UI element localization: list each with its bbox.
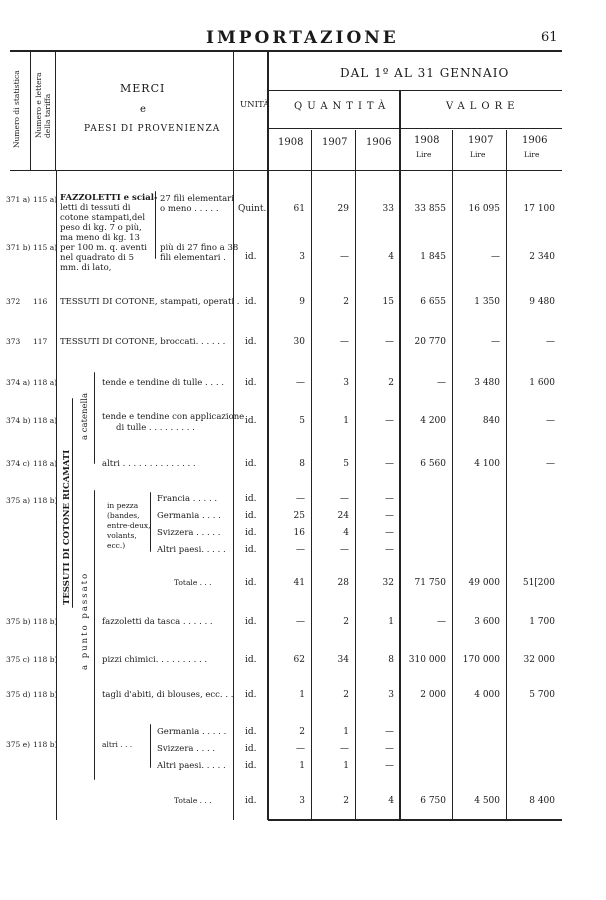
row-7-stat: 375 a) (6, 496, 31, 505)
row-11-country-2-q1906: — (385, 761, 394, 771)
row-11-country-1-q1906: — (385, 744, 394, 754)
row-6-q1908: 8 (299, 459, 305, 469)
row-11-country-0-unit: id. (245, 727, 257, 737)
row-7-country-1: Germania . . . . (157, 511, 221, 521)
row-7-total-label: Totale . . . (174, 578, 212, 587)
row-7-country-3-q1906: — (385, 545, 394, 555)
row-9-tariff: 118 b) (33, 655, 58, 664)
header-bottom-rule (10, 170, 562, 171)
row-5-q1907: 1 (343, 416, 349, 426)
row-8-q1906: 1 (388, 617, 394, 627)
row-7-country-2-unit: id. (245, 528, 257, 538)
row-7-country-1-q1908: 25 (293, 511, 305, 521)
row-9-desc-0: pizzi chimici. . . . . . . . . . (102, 655, 208, 665)
row-6-stat: 374 c) (6, 459, 30, 468)
row-10-q1908: 1 (299, 690, 305, 700)
row-1-q1906: 4 (388, 252, 394, 262)
row-7-total-v1907: 49 000 (468, 578, 500, 588)
col-sep-2 (55, 52, 56, 170)
currency-1907: Lire (470, 150, 486, 159)
row-7-total-q1907: 28 (337, 578, 349, 588)
row-11-total-v1906: 8 400 (529, 796, 555, 806)
row-10-unit: id. (245, 690, 257, 700)
row-8-tariff: 118 b) (33, 617, 58, 626)
row-2-tariff: 116 (33, 297, 48, 306)
row-4-tariff: 118 a) (33, 378, 58, 387)
row-7-tariff: 118 b) (33, 496, 58, 505)
row-11-country-0-q1907: 1 (343, 727, 349, 737)
row-7-country-2-q1908: 16 (293, 528, 305, 538)
row-11-country-1-q1907: — (340, 744, 349, 754)
row-1-unit: id. (245, 252, 257, 262)
row-1-v1908: 1 845 (420, 252, 446, 262)
row-11-country-2-q1907: 1 (343, 761, 349, 771)
row-6-v1907: 4 100 (474, 459, 500, 469)
row-7-country-3-q1908: — (296, 545, 305, 555)
row-1-v1906: 2 340 (529, 252, 555, 262)
quantity-header: QUANTITÀ (294, 101, 391, 112)
row-6-q1906: — (385, 459, 394, 469)
row-6-v1906: — (546, 459, 555, 469)
row-7-country-2-q1906: — (385, 528, 394, 538)
row-11-total-q1906: 4 (388, 796, 394, 806)
row-11-country-1: Svizzera . . . . (157, 744, 216, 754)
row-7-group-3: volants, (107, 531, 137, 540)
row-0-desc-0: FAZZOLETTI e scial- (60, 193, 158, 203)
row-9-q1906: 8 (388, 655, 394, 665)
row-11-total-q1907: 2 (343, 796, 349, 806)
merci-header-e: e (140, 104, 147, 115)
row-7-country-0-q1906: — (385, 494, 394, 504)
row-1-sub-0: più di 27 fino a 38 (160, 243, 239, 253)
row-5-q1908: 5 (299, 416, 305, 426)
row-10-v1907: 4 000 (474, 690, 500, 700)
table-top-rule (10, 50, 562, 52)
year-v-1907: 1907 (468, 135, 494, 146)
row-11-country-0-q1906: — (385, 727, 394, 737)
year-q-1908: 1908 (278, 137, 304, 148)
row-1-tariff: 115 a) (33, 243, 58, 252)
row-0-sub-0: 27 fili elementari (160, 194, 234, 204)
row-9-stat: 375 c) (6, 655, 30, 664)
row-11-country-0-q1908: 2 (299, 727, 305, 737)
total-bottom-rule (268, 819, 562, 821)
brace-punto (94, 490, 95, 780)
row-0-unit: Quint. (238, 204, 267, 214)
row-7-group-1: (bandes, (107, 511, 140, 520)
col-sep-qv (399, 90, 401, 820)
row-11-total-v1908: 6 750 (420, 796, 446, 806)
year-v-1906: 1906 (522, 135, 548, 146)
row-4-stat: 374 a) (6, 378, 31, 387)
row-10-v1906: 5 700 (529, 690, 555, 700)
currency-1908: Lire (416, 150, 432, 159)
tariff-number-header (34, 58, 52, 138)
currency-1906: Lire (524, 150, 540, 159)
row-7-country-0-q1908: — (296, 494, 305, 504)
row-0-q1906: 33 (382, 204, 394, 214)
row-4-unit: id. (245, 378, 257, 388)
group-label-catenella: a catenella (80, 392, 90, 440)
row-2-v1907: 1 350 (474, 297, 500, 307)
row-7-country-1-q1907: 24 (337, 511, 349, 521)
row-5-tariff: 118 a) (33, 416, 58, 425)
row-0-desc-4: ma meno di kg. 13 (60, 233, 140, 243)
year-q-1906: 1906 (366, 137, 392, 148)
row-0-stat: 371 a) (6, 195, 31, 204)
row-3-tariff: 117 (33, 337, 48, 346)
row-5-v1907: 840 (482, 416, 500, 426)
row-11-country-2-unit: id. (245, 761, 257, 771)
row-5-v1908: 4 200 (420, 416, 446, 426)
row-2-v1906: 9 480 (529, 297, 555, 307)
row-11-total-unit: id. (245, 796, 257, 806)
year-v-1908: 1908 (414, 135, 440, 146)
row-8-q1907: 2 (343, 617, 349, 627)
merci-header-paesi: PAESI DI PROVENIENZA (84, 124, 221, 134)
row-7-total-v1908: 71 750 (414, 578, 446, 588)
row-10-desc-0: tagli d'abiti, di blouses, ecc. . . (102, 690, 234, 700)
row-10-tariff: 118 b) (33, 690, 58, 699)
row-7-country-3-unit: id. (245, 545, 257, 555)
row-7-total-v1906: 51[200 (522, 578, 555, 588)
row-8-v1907: 3 600 (474, 617, 500, 627)
row-0-v1908: 33 855 (414, 204, 446, 214)
row-4-v1906: 1 600 (529, 378, 555, 388)
row-9-q1908: 62 (293, 655, 305, 665)
row-3-q1908: 30 (293, 337, 305, 347)
row-5-desc-1: di tulle . . . . . . . . . (116, 423, 195, 433)
row-7-group-0: in pezza (107, 501, 139, 510)
row-6-desc-0: altri . . . . . . . . . . . . . . (102, 459, 196, 469)
tariff-number-header-text: Numero e lettera della tariffa (34, 72, 52, 138)
row-9-v1906: 32 000 (523, 655, 555, 665)
row-0-desc-2: cotone stampati,del (60, 213, 146, 223)
row-10-q1906: 3 (388, 690, 394, 700)
col-sep-3 (56, 170, 57, 820)
row-7-country-3-q1907: — (340, 545, 349, 555)
row-7-country-2: Svizzera . . . . . (157, 528, 221, 538)
row-11-total-v1907: 4 500 (474, 796, 500, 806)
row-5-v1906: — (546, 416, 555, 426)
row-11-country-1-unit: id. (245, 744, 257, 754)
row-6-tariff: 118 a) (33, 459, 58, 468)
period-rule (268, 90, 562, 91)
row-0-v1906: 17 100 (523, 204, 555, 214)
row-7-group-2: entre-deux, (107, 521, 151, 530)
row-3-v1906: — (546, 337, 555, 347)
period-header: DAL 1º AL 31 GENNAIO (340, 66, 510, 80)
page-title: IMPORTAZIONE (206, 28, 399, 48)
row-4-v1907: 3 480 (474, 378, 500, 388)
year-q-1907: 1907 (322, 137, 348, 148)
row-2-unit: id. (245, 297, 257, 307)
row-11-stat: 375 e) (6, 740, 31, 749)
row-7-total-q1908: 41 (293, 578, 305, 588)
row-3-q1907: — (340, 337, 349, 347)
merci-header: MERCI (120, 82, 166, 95)
col-sep-q2 (355, 130, 356, 820)
row-0-v1907: 16 095 (468, 204, 500, 214)
row-0-desc-1: letti di tessuti di (60, 203, 131, 213)
row-1-q1907: — (340, 252, 349, 262)
row-11-country-1-q1908: — (296, 744, 305, 754)
col-sep-merci (233, 52, 234, 820)
row-3-v1908: 20 770 (414, 337, 446, 347)
col-sep-unit (267, 52, 269, 820)
group-label-punto-passato: a punto passato (80, 571, 90, 670)
row-7-group-4: ecc.) (107, 541, 126, 550)
row-4-v1908: — (437, 378, 446, 388)
row-7-country-1-unit: id. (245, 511, 257, 521)
row-2-desc-0: TESSUTI DI COTONE, stampati, operati . (60, 297, 240, 307)
row-9-unit: id. (245, 655, 257, 665)
page-number: 61 (541, 30, 558, 45)
row-4-q1908: — (296, 378, 305, 388)
row-2-q1906: 15 (382, 297, 394, 307)
row-9-q1907: 34 (337, 655, 349, 665)
row-9-v1908: 310 000 (408, 655, 446, 665)
brace-ricamati (72, 398, 73, 608)
row-0-q1907: 29 (337, 204, 349, 214)
row-10-stat: 375 d) (6, 690, 31, 699)
group-label-ricamati: TESSUTI DI COTONE RICAMATI (62, 449, 72, 605)
col-sep-v2 (506, 130, 507, 820)
row-11-country-2: Altri paesi. . . . . (157, 761, 226, 771)
row-1-v1907: — (491, 252, 500, 262)
row-7-total-unit: id. (245, 578, 257, 588)
value-header: VALORE (446, 101, 520, 112)
col-sep-v1 (452, 130, 453, 820)
row-0-sub-1: o meno . . . . . (160, 204, 219, 214)
row-11-group-0: altri . . . (102, 740, 133, 749)
row-11-total-q1908: 3 (299, 796, 305, 806)
row-6-q1907: 5 (343, 459, 349, 469)
row-3-v1907: — (491, 337, 500, 347)
col-sep-1 (30, 52, 31, 170)
row-4-desc-0: tende e tendine di tulle . . . . (102, 378, 224, 388)
row-6-v1908: 6 560 (420, 459, 446, 469)
row-8-stat: 375 b) (6, 617, 31, 626)
row-5-q1906: — (385, 416, 394, 426)
row-2-q1907: 2 (343, 297, 349, 307)
row-3-stat: 373 (6, 337, 21, 346)
row-7-country-1-q1906: — (385, 511, 394, 521)
row-10-v1908: 2 000 (420, 690, 446, 700)
row-11-tariff: 118 b) (33, 740, 58, 749)
row-3-unit: id. (245, 337, 257, 347)
row-7-country-0: Francia . . . . . (157, 494, 218, 504)
row-2-v1908: 6 655 (420, 297, 446, 307)
row-8-v1908: — (437, 617, 446, 627)
row-8-desc-0: fazzoletti da tasca . . . . . . (102, 617, 213, 627)
row-0-desc-6: nel quadrato di 5 (60, 253, 134, 263)
row-5-unit: id. (245, 416, 257, 426)
brace-catenella (94, 372, 95, 464)
row-7-country-0-unit: id. (245, 494, 257, 504)
row-0-desc-3: peso di kg. 7 o più, (60, 223, 142, 233)
row-4-q1907: 3 (343, 378, 349, 388)
qv-rule (268, 128, 562, 129)
row-0-desc-7: mm. di lato, (60, 263, 112, 273)
row-1-sub-1: fili elementari . (160, 253, 226, 263)
row-1-q1908: 3 (299, 252, 305, 262)
row-0-q1908: 61 (293, 204, 305, 214)
row-11-country-2-q1908: 1 (299, 761, 305, 771)
row-2-q1908: 9 (299, 297, 305, 307)
row-5-desc-0: tende e tendine con applicazione (102, 412, 245, 422)
row-3-desc-0: TESSUTI DI COTONE, broccati. . . . . . (60, 337, 226, 347)
unit-header: UNITÀ (240, 100, 270, 110)
brace-altri (150, 724, 151, 768)
row-7-country-0-q1907: — (340, 494, 349, 504)
row-8-q1908: — (296, 617, 305, 627)
stat-number-header: Numero di statistica (12, 70, 21, 148)
row-6-unit: id. (245, 459, 257, 469)
row-7-total-q1906: 32 (382, 578, 394, 588)
row-4-q1906: 2 (388, 378, 394, 388)
row-0-desc-5: per 100 m. q. aventi (60, 243, 147, 253)
row-11-country-0: Germania . . . . . (157, 727, 227, 737)
row-8-unit: id. (245, 617, 257, 627)
row-11-total-label: Totale . . . (174, 796, 212, 805)
row-0-tariff: 115 a) (33, 195, 58, 204)
row-7-country-3: Altri paesi. . . . . (157, 545, 226, 555)
row-9-v1907: 170 000 (462, 655, 500, 665)
row-1-stat: 371 b) (6, 243, 31, 252)
col-sep-q1 (311, 130, 312, 820)
row-3-q1906: — (385, 337, 394, 347)
row-5-stat: 374 b) (6, 416, 31, 425)
row-2-stat: 372 (6, 297, 21, 306)
row-7-country-2-q1907: 4 (343, 528, 349, 538)
row-10-q1907: 2 (343, 690, 349, 700)
row-8-v1906: 1 700 (529, 617, 555, 627)
